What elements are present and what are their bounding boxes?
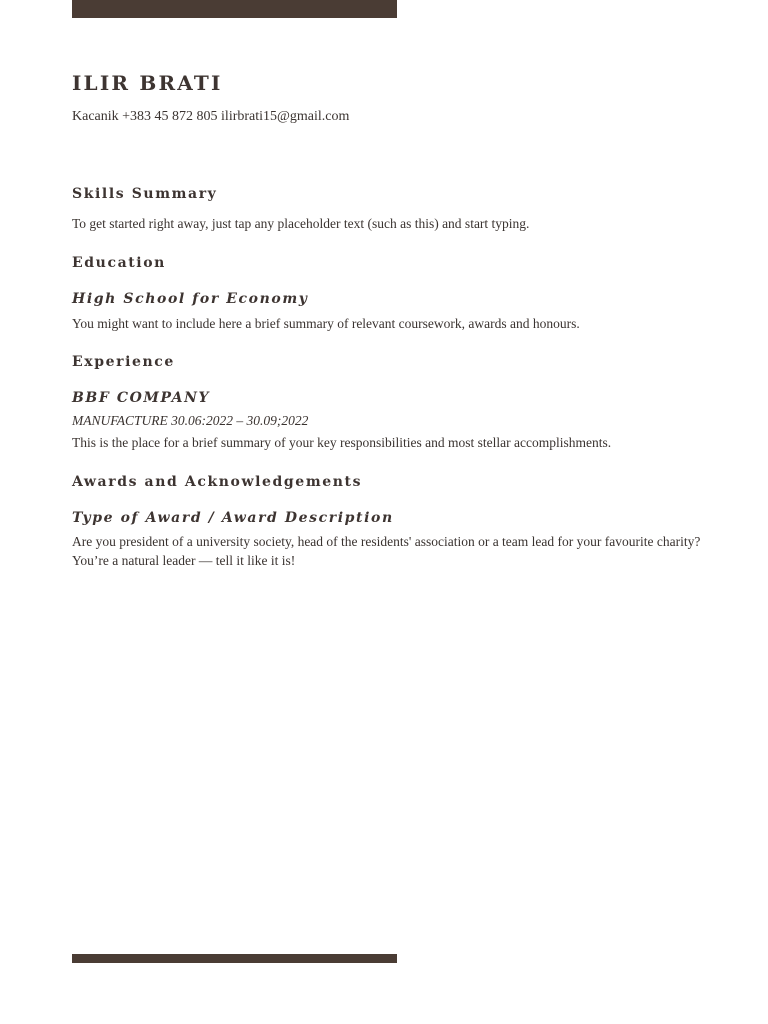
award-title: Type of Award / Award Description <box>72 510 394 526</box>
experience-role-dates: MANUFACTURE 30.06:2022 – 30.09;2022 <box>72 413 309 428</box>
candidate-name: ILIR BRATI <box>72 71 223 95</box>
awards-text: Are you president of a university society, head of the residents' association or a team lead for your favourite charity? You’re a natural leader — tell it like it is! <box>72 534 701 568</box>
bottom-accent-bar <box>72 954 397 963</box>
experience-text: This is the place for a brief summary of your key responsibilities and most stellar accomplishments. <box>72 435 612 450</box>
contact-line: Kacanik +383 45 872 805 ilirbrati15@gmail.com <box>72 109 350 124</box>
resume-content <box>72 68 702 570</box>
top-accent-bar <box>72 0 397 18</box>
section-title-education: Education <box>72 255 166 271</box>
section-title-awards: Awards and Acknowledgements <box>72 474 363 490</box>
section-title-experience: Experience <box>72 354 175 370</box>
education-school: High School for Economy <box>72 291 309 307</box>
section-title-skills: Skills Summary <box>72 186 218 202</box>
skills-summary-text: To get started right away, just tap any placeholder text (such as this) and start typing. <box>72 216 530 231</box>
education-text: You might want to include here a brief summary of relevant coursework, awards and honours. <box>72 316 580 331</box>
experience-company: BBF COMPANY <box>72 390 211 406</box>
